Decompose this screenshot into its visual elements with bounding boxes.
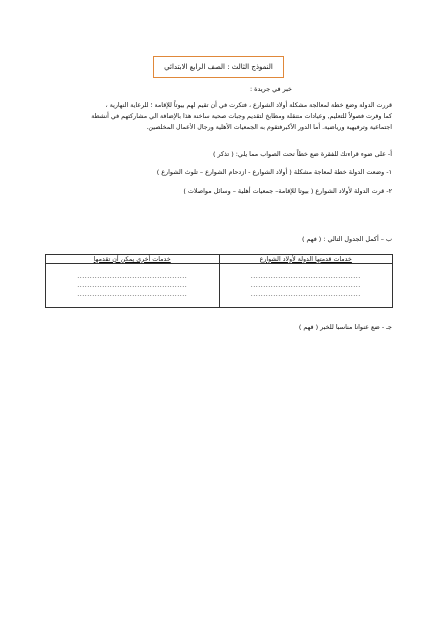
news-label: خبر في جريدة : [250,85,292,93]
paragraph-line-2: كما وفرت فصولاً للتعليم, وعيادات متنقلة ومطابخ لتقديم وجبات صحية ساخنة هذا بالإضافة الي مشاركتهم في أنشطة [91,113,392,120]
question-b-prompt: ب – أكمل الجدول التالي : ( فهم ) [301,235,392,243]
services-table [45,254,393,308]
question-a-prompt: أ- على ضوء قراءتك للفقرة ضع خطاً تحت الصواب مما يلي: ( تذكر ) [212,150,392,158]
page-title: النموذج الثالث : الصف الرابع الابتدائي [153,56,284,78]
table-cell-other-services[interactable] [46,264,220,308]
question-a-item-2: ٢- قرت الدولة لأولاد الشوارع ( بيوتا للإقامة– جمعيات أهلية – وسائل مواصلات ) [183,187,392,195]
paragraph-line-3: اجتماعية وترفيهية ورياضية. أما الدور الأكبرفتقوم به الجمعيات الأهلية ورجال الأعمال المخلصين. [146,124,392,131]
blank-line: ............................................ [77,282,188,289]
blank-line: ............................................ [250,273,361,280]
blank-line: ............................................ [250,291,361,298]
blank-line: ............................................ [250,282,361,289]
blank-line: ............................................ [77,291,188,298]
table-header-other-services: خدمات أخري يمكن أن تقدمها [46,255,220,264]
blank-line: ............................................ [77,273,188,280]
paragraph-line-1: قررت الدولة وضع خطة لمعالجة مشكلة أولاد الشوارع ، فتكرت في أن تقيم لهم بيوتاً للإقامة ؛ للرعاية النهارية ، [105,102,392,109]
question-c-prompt: جـ - ضع عنوانا مناسبا للخبر ( فهم ) [298,323,392,331]
question-a-item-1: ١- وضعت الدولة خطة لمعاجة مشكلة ( أولاد الشوارع - ازدحام الشوارع – تلوث الشوارع ) [156,168,392,176]
table-header-state-services: خدمات قدمتها الدولة لأولاد الشوارع [219,255,393,264]
table-cell-state-services[interactable] [219,264,393,308]
